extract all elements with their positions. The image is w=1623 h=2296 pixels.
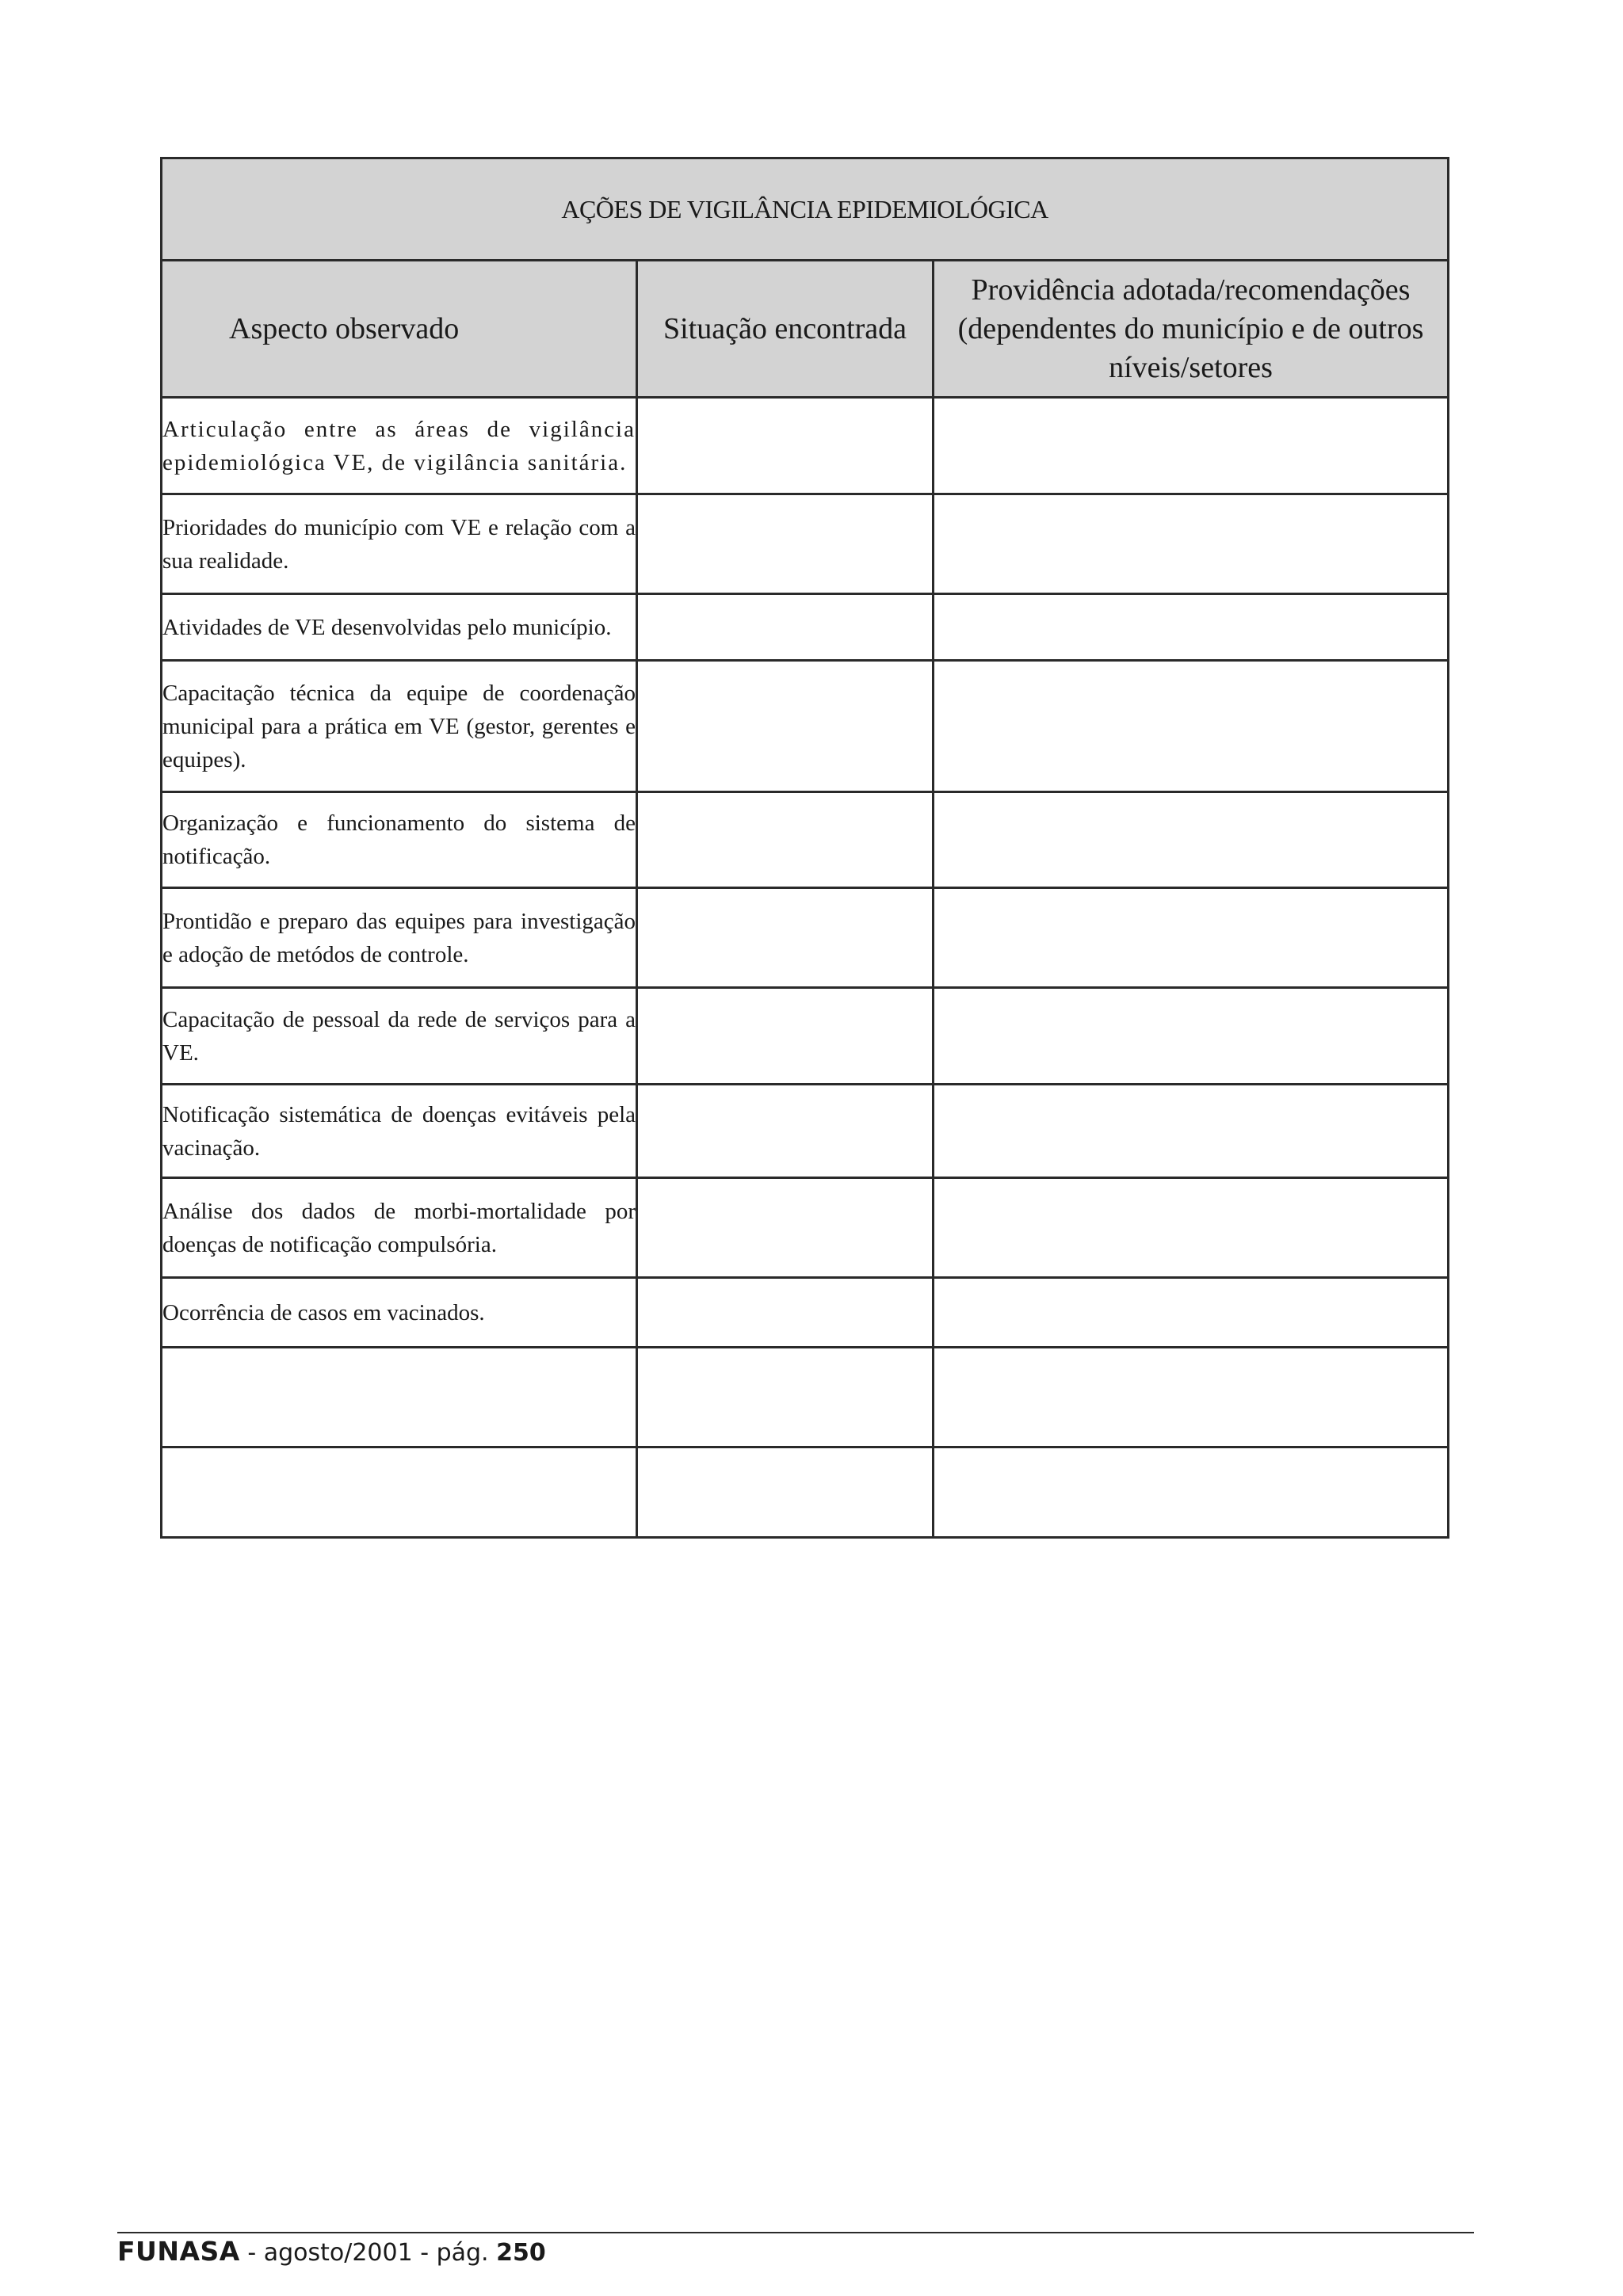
table-header-row bbox=[162, 261, 1449, 398]
situation-cell[interactable] bbox=[637, 988, 934, 1085]
action-cell[interactable] bbox=[934, 661, 1449, 792]
table-row bbox=[162, 661, 1449, 792]
situation-cell[interactable] bbox=[637, 888, 934, 988]
aspect-cell[interactable] bbox=[162, 1348, 637, 1447]
action-cell[interactable] bbox=[934, 792, 1449, 888]
action-cell[interactable] bbox=[934, 1278, 1449, 1348]
table-row bbox=[162, 398, 1449, 494]
aspect-cell: Capacitação de pessoal da rede de serviços para a VE. bbox=[162, 988, 637, 1085]
header-situation: Situação encontrada bbox=[637, 261, 934, 398]
table-row bbox=[162, 1178, 1449, 1278]
situation-cell[interactable] bbox=[637, 661, 934, 792]
header-action-line3: níveis/setores bbox=[1109, 350, 1273, 384]
action-cell[interactable] bbox=[934, 1178, 1449, 1278]
action-cell[interactable] bbox=[934, 1348, 1449, 1447]
vigilance-actions-table bbox=[160, 157, 1449, 1539]
situation-cell[interactable] bbox=[637, 1348, 934, 1447]
table-row bbox=[162, 1447, 1449, 1538]
table-row bbox=[162, 594, 1449, 661]
table-row bbox=[162, 792, 1449, 888]
header-action-line1: Providência adotada/recomendações bbox=[971, 273, 1411, 307]
table-row bbox=[162, 888, 1449, 988]
footer-date: - agosto/2001 - pág. bbox=[239, 2239, 497, 2267]
table-row bbox=[162, 1348, 1449, 1447]
aspect-cell: Organização e funcionamento do sistema de notificação. bbox=[162, 792, 637, 888]
situation-cell[interactable] bbox=[637, 1447, 934, 1538]
footer-rule bbox=[117, 2232, 1474, 2233]
footer-org: FUNASA bbox=[117, 2236, 240, 2267]
table-title: AÇÕES DE VIGILÂNCIA EPIDEMIOLÓGICA bbox=[162, 158, 1449, 261]
footer-page-number: 250 bbox=[496, 2239, 546, 2267]
table-row bbox=[162, 494, 1449, 594]
situation-cell[interactable] bbox=[637, 494, 934, 594]
aspect-cell: Prontidão e preparo das equipes para investigação e adoção de metódos de controle. bbox=[162, 888, 637, 988]
situation-cell[interactable] bbox=[637, 1278, 934, 1348]
aspect-cell: Análise dos dados de morbi-mortalidade por doenças de notificação compulsória. bbox=[162, 1178, 637, 1278]
situation-cell[interactable] bbox=[637, 1085, 934, 1178]
aspect-cell: Prioridades do município com VE e relação com a sua realidade. bbox=[162, 494, 637, 594]
action-cell[interactable] bbox=[934, 1085, 1449, 1178]
page-footer bbox=[117, 2236, 546, 2267]
header-action bbox=[934, 261, 1449, 398]
aspect-cell: Notificação sistemática de doenças evitáveis pela vacinação. bbox=[162, 1085, 637, 1178]
table-title-row bbox=[162, 158, 1449, 261]
situation-cell[interactable] bbox=[637, 398, 934, 494]
aspect-cell: Atividades de VE desenvolvidas pelo município. bbox=[162, 594, 637, 661]
table-row bbox=[162, 988, 1449, 1085]
action-cell[interactable] bbox=[934, 1447, 1449, 1538]
aspect-cell: Capacitação técnica da equipe de coordenação municipal para a prática em VE (gestor, gerentes e equipes). bbox=[162, 661, 637, 792]
situation-cell[interactable] bbox=[637, 594, 934, 661]
action-cell[interactable] bbox=[934, 494, 1449, 594]
aspect-cell[interactable] bbox=[162, 1447, 637, 1538]
action-cell[interactable] bbox=[934, 398, 1449, 494]
action-cell[interactable] bbox=[934, 988, 1449, 1085]
situation-cell[interactable] bbox=[637, 792, 934, 888]
aspect-cell: Ocorrência de casos em vacinados. bbox=[162, 1278, 637, 1348]
table-row bbox=[162, 1278, 1449, 1348]
aspect-cell: Articulação entre as áreas de vigilância epidemiológica VE, de vigilância sanitária. bbox=[162, 398, 637, 494]
header-aspect: Aspecto observado bbox=[162, 261, 637, 398]
table-row bbox=[162, 1085, 1449, 1178]
header-action-line2: (dependentes do município e de outros bbox=[957, 311, 1424, 345]
action-cell[interactable] bbox=[934, 594, 1449, 661]
situation-cell[interactable] bbox=[637, 1178, 934, 1278]
action-cell[interactable] bbox=[934, 888, 1449, 988]
